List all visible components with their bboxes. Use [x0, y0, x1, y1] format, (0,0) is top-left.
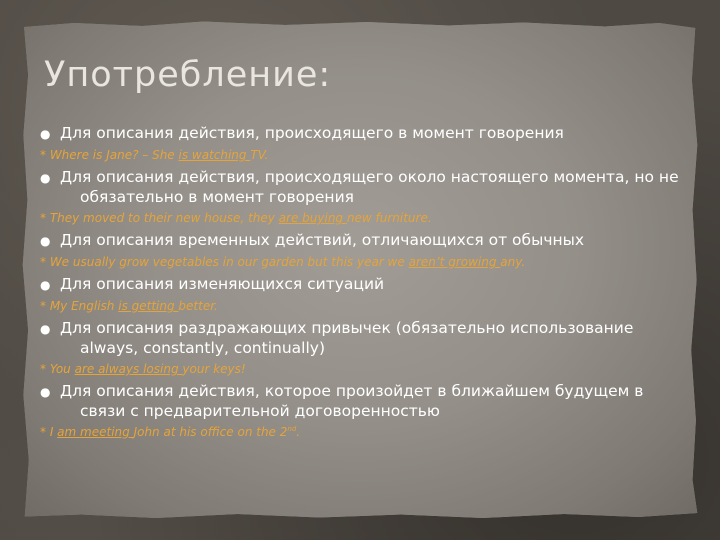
bullet-dot-icon: ●: [40, 171, 51, 185]
example-suffix: your keys!: [182, 362, 246, 376]
example-suffix: any.: [500, 255, 526, 269]
bullet-text: Для описания действия, которое произойдет в ближайшем будущем в связи с предварительной договоренностью: [60, 382, 644, 420]
bullet-dot-icon: ●: [40, 278, 51, 292]
bullet-dot-icon: ●: [40, 385, 51, 399]
bullet-text: Для описания изменяющихся ситуаций: [60, 275, 385, 293]
bullet-text: Для описания временных действий, отличающихся от обычных: [60, 231, 585, 249]
example-suffix: John at his office on the 2: [133, 425, 288, 439]
example-highlight: are buying: [278, 211, 347, 225]
bullet-item-5: [40, 319, 680, 358]
bullet-text: Для описания действия, происходящего около настоящего момента, но не обязательно в момент говорения: [60, 168, 679, 206]
bullet-dot-icon: ●: [40, 234, 51, 248]
example-highlight: aren’t growing: [408, 255, 501, 269]
example-prefix: * We usually grow vegetables in our garden but this year we: [40, 255, 409, 269]
example-prefix: * My English: [40, 299, 119, 313]
bullet-item-3: [40, 231, 680, 251]
bullet-dot-icon: ●: [40, 127, 51, 141]
bullet-dot-icon: ●: [40, 322, 51, 336]
example-suffix: new furniture.: [346, 211, 432, 225]
example-highlight: am meeting: [57, 425, 134, 439]
example-suffix: TV.: [250, 148, 269, 162]
example-4: [40, 299, 680, 314]
bullet-item-4: [40, 275, 680, 295]
example-5: [40, 362, 680, 377]
example-prefix: * They moved to their new house, they: [40, 211, 279, 225]
example-prefix: * Where is Jane? – She: [40, 148, 179, 162]
example-prefix: * I: [40, 425, 58, 439]
example-end: .: [296, 425, 301, 439]
slide-title: Употребление:: [44, 55, 332, 95]
slide-content: [40, 124, 680, 445]
example-prefix: * You: [40, 362, 75, 376]
example-1: [40, 148, 680, 163]
bullet-item-1: [40, 124, 680, 144]
bullet-item-2: [40, 168, 680, 207]
example-6: [40, 425, 680, 440]
bullet-item-6: [40, 382, 680, 421]
example-highlight: is getting: [118, 299, 179, 313]
example-highlight: are always losing: [74, 362, 183, 376]
bullet-text: Для описания действия, происходящего в момент говорения: [60, 124, 564, 142]
example-2: [40, 211, 680, 226]
example-highlight: is watching: [178, 148, 251, 162]
bullet-text: Для описания раздражающих привычек (обязательно использование always, constantly, continually): [60, 319, 634, 357]
example-suffix: better.: [178, 299, 218, 313]
example-superscript: nd: [287, 425, 297, 433]
example-3: [40, 255, 680, 270]
